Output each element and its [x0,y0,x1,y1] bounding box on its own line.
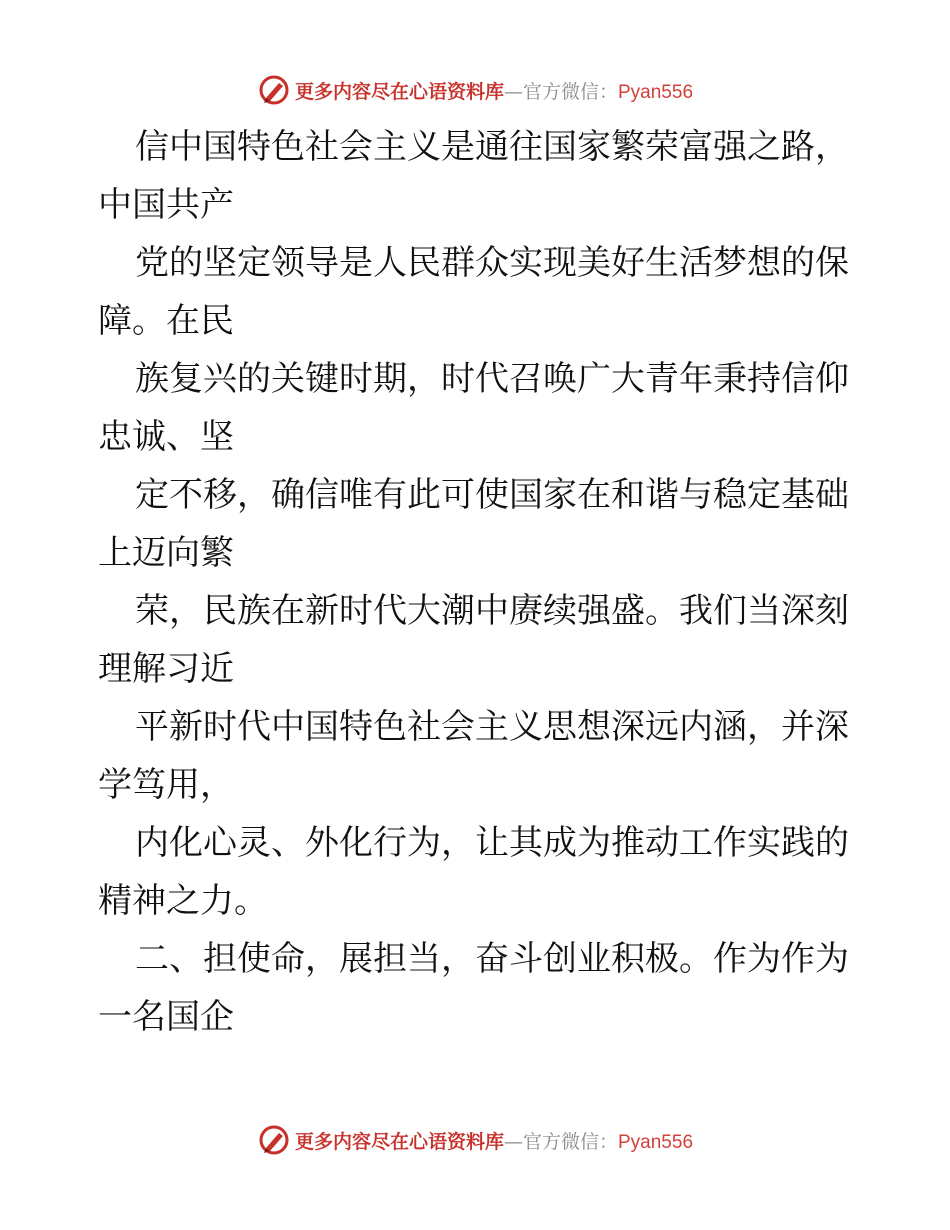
body-line: 平新时代中国特色社会主义思想深远内涵，并深 [135,707,849,747]
body-line: 障。在民 [98,301,234,341]
body-line: 中国共产 [98,185,234,225]
body-line: 一名国企 [98,997,234,1037]
pen-logo-icon [257,1123,291,1157]
watermark-main-text: 更多内容尽在心语资料库 [294,1130,504,1153]
body-line: 二、担使命，展担当，奋斗创业积极。作为作为 [135,939,849,979]
body-line: 荣，民族在新时代大潮中赓续强盛。我们当深刻 [135,591,849,631]
watermark-main-text: 更多内容尽在心语资料库 [294,80,504,103]
watermark-dash: — [503,80,523,103]
watermark-wechat-label: 官方微信： [522,1130,618,1153]
watermark-wechat-id: Pyan556 [618,1131,694,1153]
footer-watermark [0,1120,950,1160]
watermark-dash: — [503,1130,523,1153]
body-line: 学笃用， [98,765,234,805]
body-line: 定不移，确信唯有此可使国家在和谐与稳定基础 [135,475,849,515]
body-line: 理解习近 [98,649,234,689]
body-line: 精神之力。 [98,881,268,921]
body-line: 内化心灵、外化行为，让其成为推动工作实践的 [135,823,849,863]
pen-logo-icon [257,73,291,107]
body-line: 忠诚、坚 [98,417,234,457]
body-line: 党的坚定领导是人民群众实现美好生活梦想的保 [135,243,849,283]
body-line: 信中国特色社会主义是通往国家繁荣富强之路， [135,127,849,167]
watermark-wechat-id: Pyan556 [618,81,694,103]
header-watermark [0,70,950,110]
document-body [98,118,858,1046]
watermark-wechat-label: 官方微信： [522,80,618,103]
body-line: 上迈向繁 [98,533,234,573]
body-line: 族复兴的关键时期，时代召唤广大青年秉持信仰 [135,359,849,399]
